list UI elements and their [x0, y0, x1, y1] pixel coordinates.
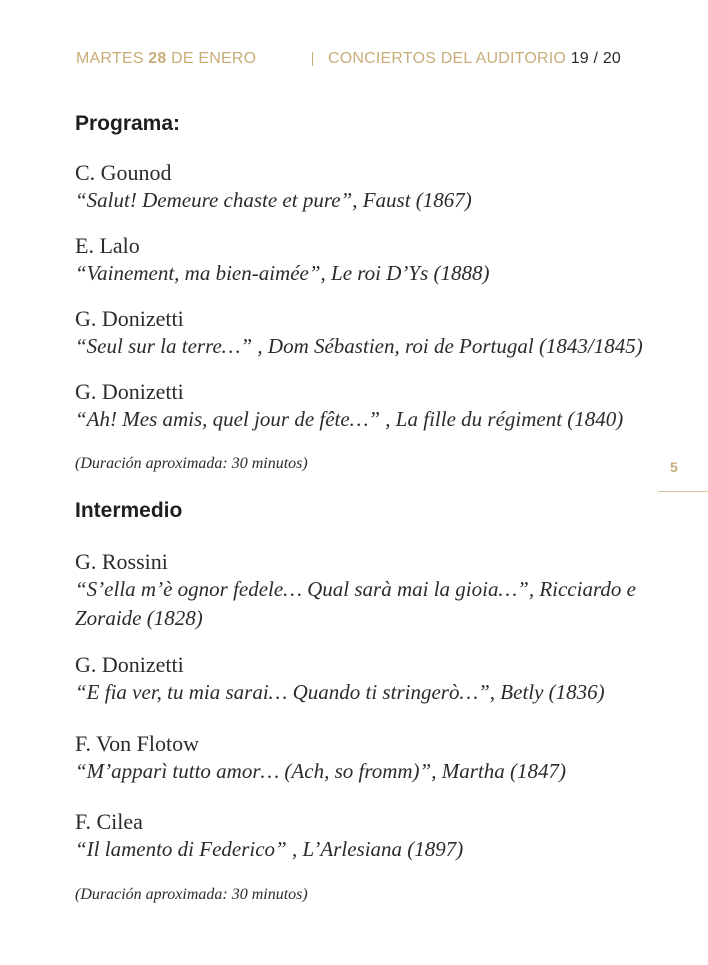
date-day-prefix: MARTES — [76, 50, 149, 67]
composer-name: F. Cilea — [75, 809, 143, 834]
series-title — [328, 50, 621, 68]
work-title: “Il lamento di Federico” , L’Arlesiana (1897) — [75, 837, 464, 861]
intermedio-piece-4 — [75, 808, 645, 864]
concert-date — [76, 50, 256, 68]
work-title: “Seul sur la terre…” , Dom Sébastien, roi de Portugal (1843/1845) — [75, 334, 643, 358]
composer-name: G. Donizetti — [75, 306, 184, 331]
season-label: 19 / 20 — [570, 50, 622, 67]
page-header — [76, 50, 676, 74]
composer-name: F. Von Flotow — [75, 731, 199, 756]
page-number-rule — [658, 491, 708, 492]
work-title: “Vainement, ma bien-aimée”, Le roi D’Ys (1888) — [75, 261, 490, 285]
date-month: DE ENERO — [166, 50, 257, 67]
work-title: “S’ella m’è ognor fedele… Qual sarà mai la gioia…”, Ricciardo e Zoraide (1828) — [75, 577, 636, 630]
intermedio-duration: (Duración aproximada: 30 minutos) — [75, 886, 308, 903]
composer-name: G. Rossini — [75, 549, 168, 574]
page-number: 5 — [670, 459, 678, 475]
programa-heading: Programa: — [75, 112, 181, 135]
intermedio-piece-1 — [75, 548, 645, 633]
composer-name: E. Lalo — [75, 233, 140, 258]
header-divider — [312, 52, 313, 66]
work-title: “Salut! Demeure chaste et pure”, Faust (1867) — [75, 188, 472, 212]
composer-name: G. Donizetti — [75, 379, 184, 404]
intermedio-piece-3 — [75, 730, 645, 786]
work-title: “Ah! Mes amis, quel jour de fête…” , La fille du régiment (1840) — [75, 407, 624, 431]
work-title: “M’apparì tutto amor… (Ach, so fromm)”, Martha (1847) — [75, 759, 566, 783]
programa-piece-4 — [75, 378, 645, 434]
programa-piece-3 — [75, 305, 645, 361]
intermedio-piece-2 — [75, 651, 645, 707]
composer-name: C. Gounod — [75, 160, 172, 185]
series-name: CONCIERTOS DEL AUDITORIO — [328, 50, 571, 67]
programa-piece-1 — [75, 159, 645, 215]
date-day-number: 28 — [148, 50, 167, 67]
work-title: “E fia ver, tu mia sarai… Quando ti stringerò…”, Betly (1836) — [75, 680, 605, 704]
intermedio-heading: Intermedio — [75, 499, 183, 522]
programa-duration: (Duración aproximada: 30 minutos) — [75, 455, 308, 472]
programa-piece-2 — [75, 232, 645, 288]
composer-name: G. Donizetti — [75, 652, 184, 677]
